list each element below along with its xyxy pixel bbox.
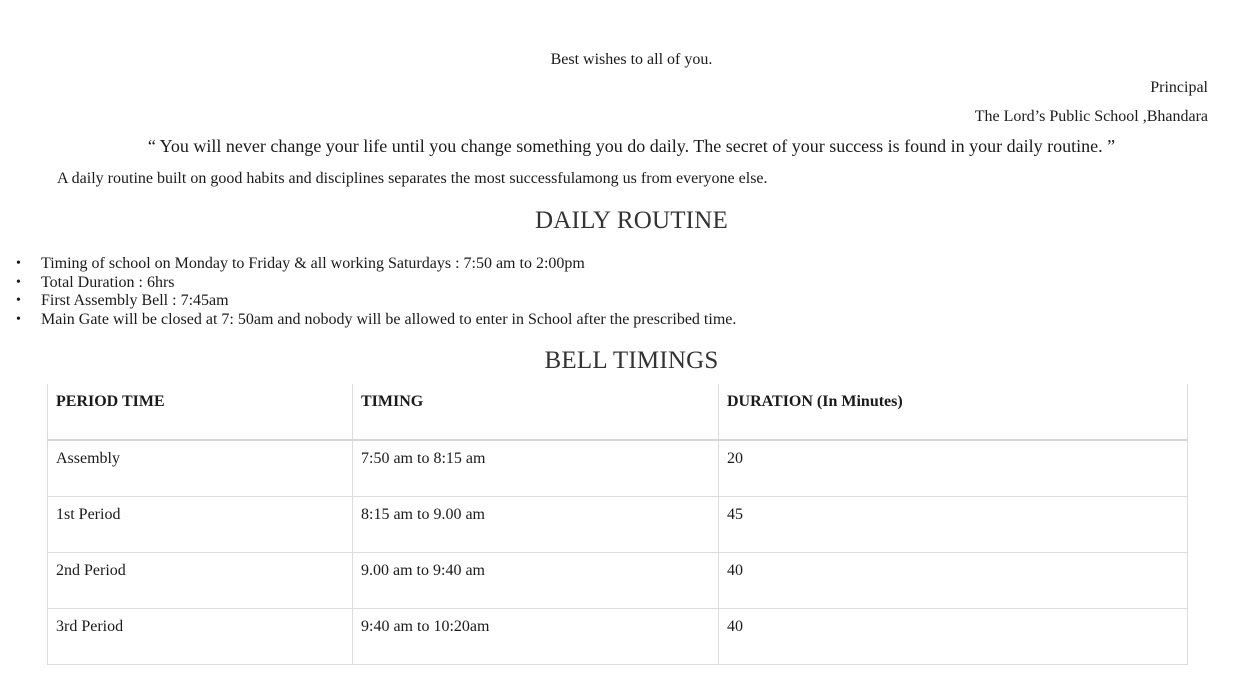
list-item-text: Main Gate will be closed at 7: 50am and nobody will be allowed to enter in School after the prescribed time. xyxy=(41,310,737,328)
bullet-icon: • xyxy=(16,256,21,271)
table-header-row xyxy=(48,384,1188,440)
column-header-timing: TIMING xyxy=(353,384,719,440)
table-row xyxy=(48,553,1188,609)
period-cell: 3rd Period xyxy=(48,609,353,665)
period-cell: Assembly xyxy=(48,440,353,497)
list-item-text: Timing of school on Monday to Friday & all working Saturdays : 7:50 am to 2:00pm xyxy=(41,255,585,272)
bullet-icon: • xyxy=(16,293,21,308)
list-item xyxy=(16,292,736,311)
duration-cell: 40 xyxy=(719,553,1188,609)
column-header-period: PERIOD TIME xyxy=(48,384,353,440)
timing-cell: 7:50 am to 8:15 am xyxy=(353,440,719,497)
list-item xyxy=(16,274,736,293)
timing-cell: 9.00 am to 9:40 am xyxy=(353,553,719,609)
list-item xyxy=(16,255,736,274)
duration-cell: 45 xyxy=(719,497,1188,553)
duration-cell: 40 xyxy=(719,609,1188,665)
daily-routine-list xyxy=(16,255,736,329)
list-item-text: First Assembly Bell : 7:45am xyxy=(41,292,229,309)
bell-timings-heading: BELL TIMINGS xyxy=(544,347,719,374)
table-row xyxy=(48,609,1188,665)
timing-cell: 9:40 am to 10:20am xyxy=(353,609,719,665)
intro-paragraph: A daily routine built on good habits and disciplines separates the most successfulamong us from everyone else. xyxy=(57,170,768,187)
period-cell: 2nd Period xyxy=(48,553,353,609)
closing-wishes: Best wishes to all of you. xyxy=(550,51,713,68)
period-cell: 1st Period xyxy=(48,497,353,553)
duration-cell: 20 xyxy=(719,440,1188,497)
table-row xyxy=(48,440,1188,497)
routine-quote: “ You will never change your life until you change something you do daily. The secret of your success is found in your daily routine. ” xyxy=(147,136,1116,156)
column-header-duration: DURATION (In Minutes) xyxy=(719,384,1188,440)
list-item-text: Total Duration : 6hrs xyxy=(41,273,175,291)
timing-cell: 8:15 am to 9.00 am xyxy=(353,497,719,553)
signature-title: Principal xyxy=(1150,79,1208,96)
daily-routine-heading: DAILY ROUTINE xyxy=(535,207,728,234)
table-row xyxy=(48,497,1188,553)
bell-timings-table xyxy=(47,384,1188,665)
bullet-icon: • xyxy=(16,274,21,290)
signature-school: The Lord’s Public School ,Bhandara xyxy=(974,108,1208,125)
list-item xyxy=(16,311,736,330)
bullet-icon: • xyxy=(16,311,21,327)
